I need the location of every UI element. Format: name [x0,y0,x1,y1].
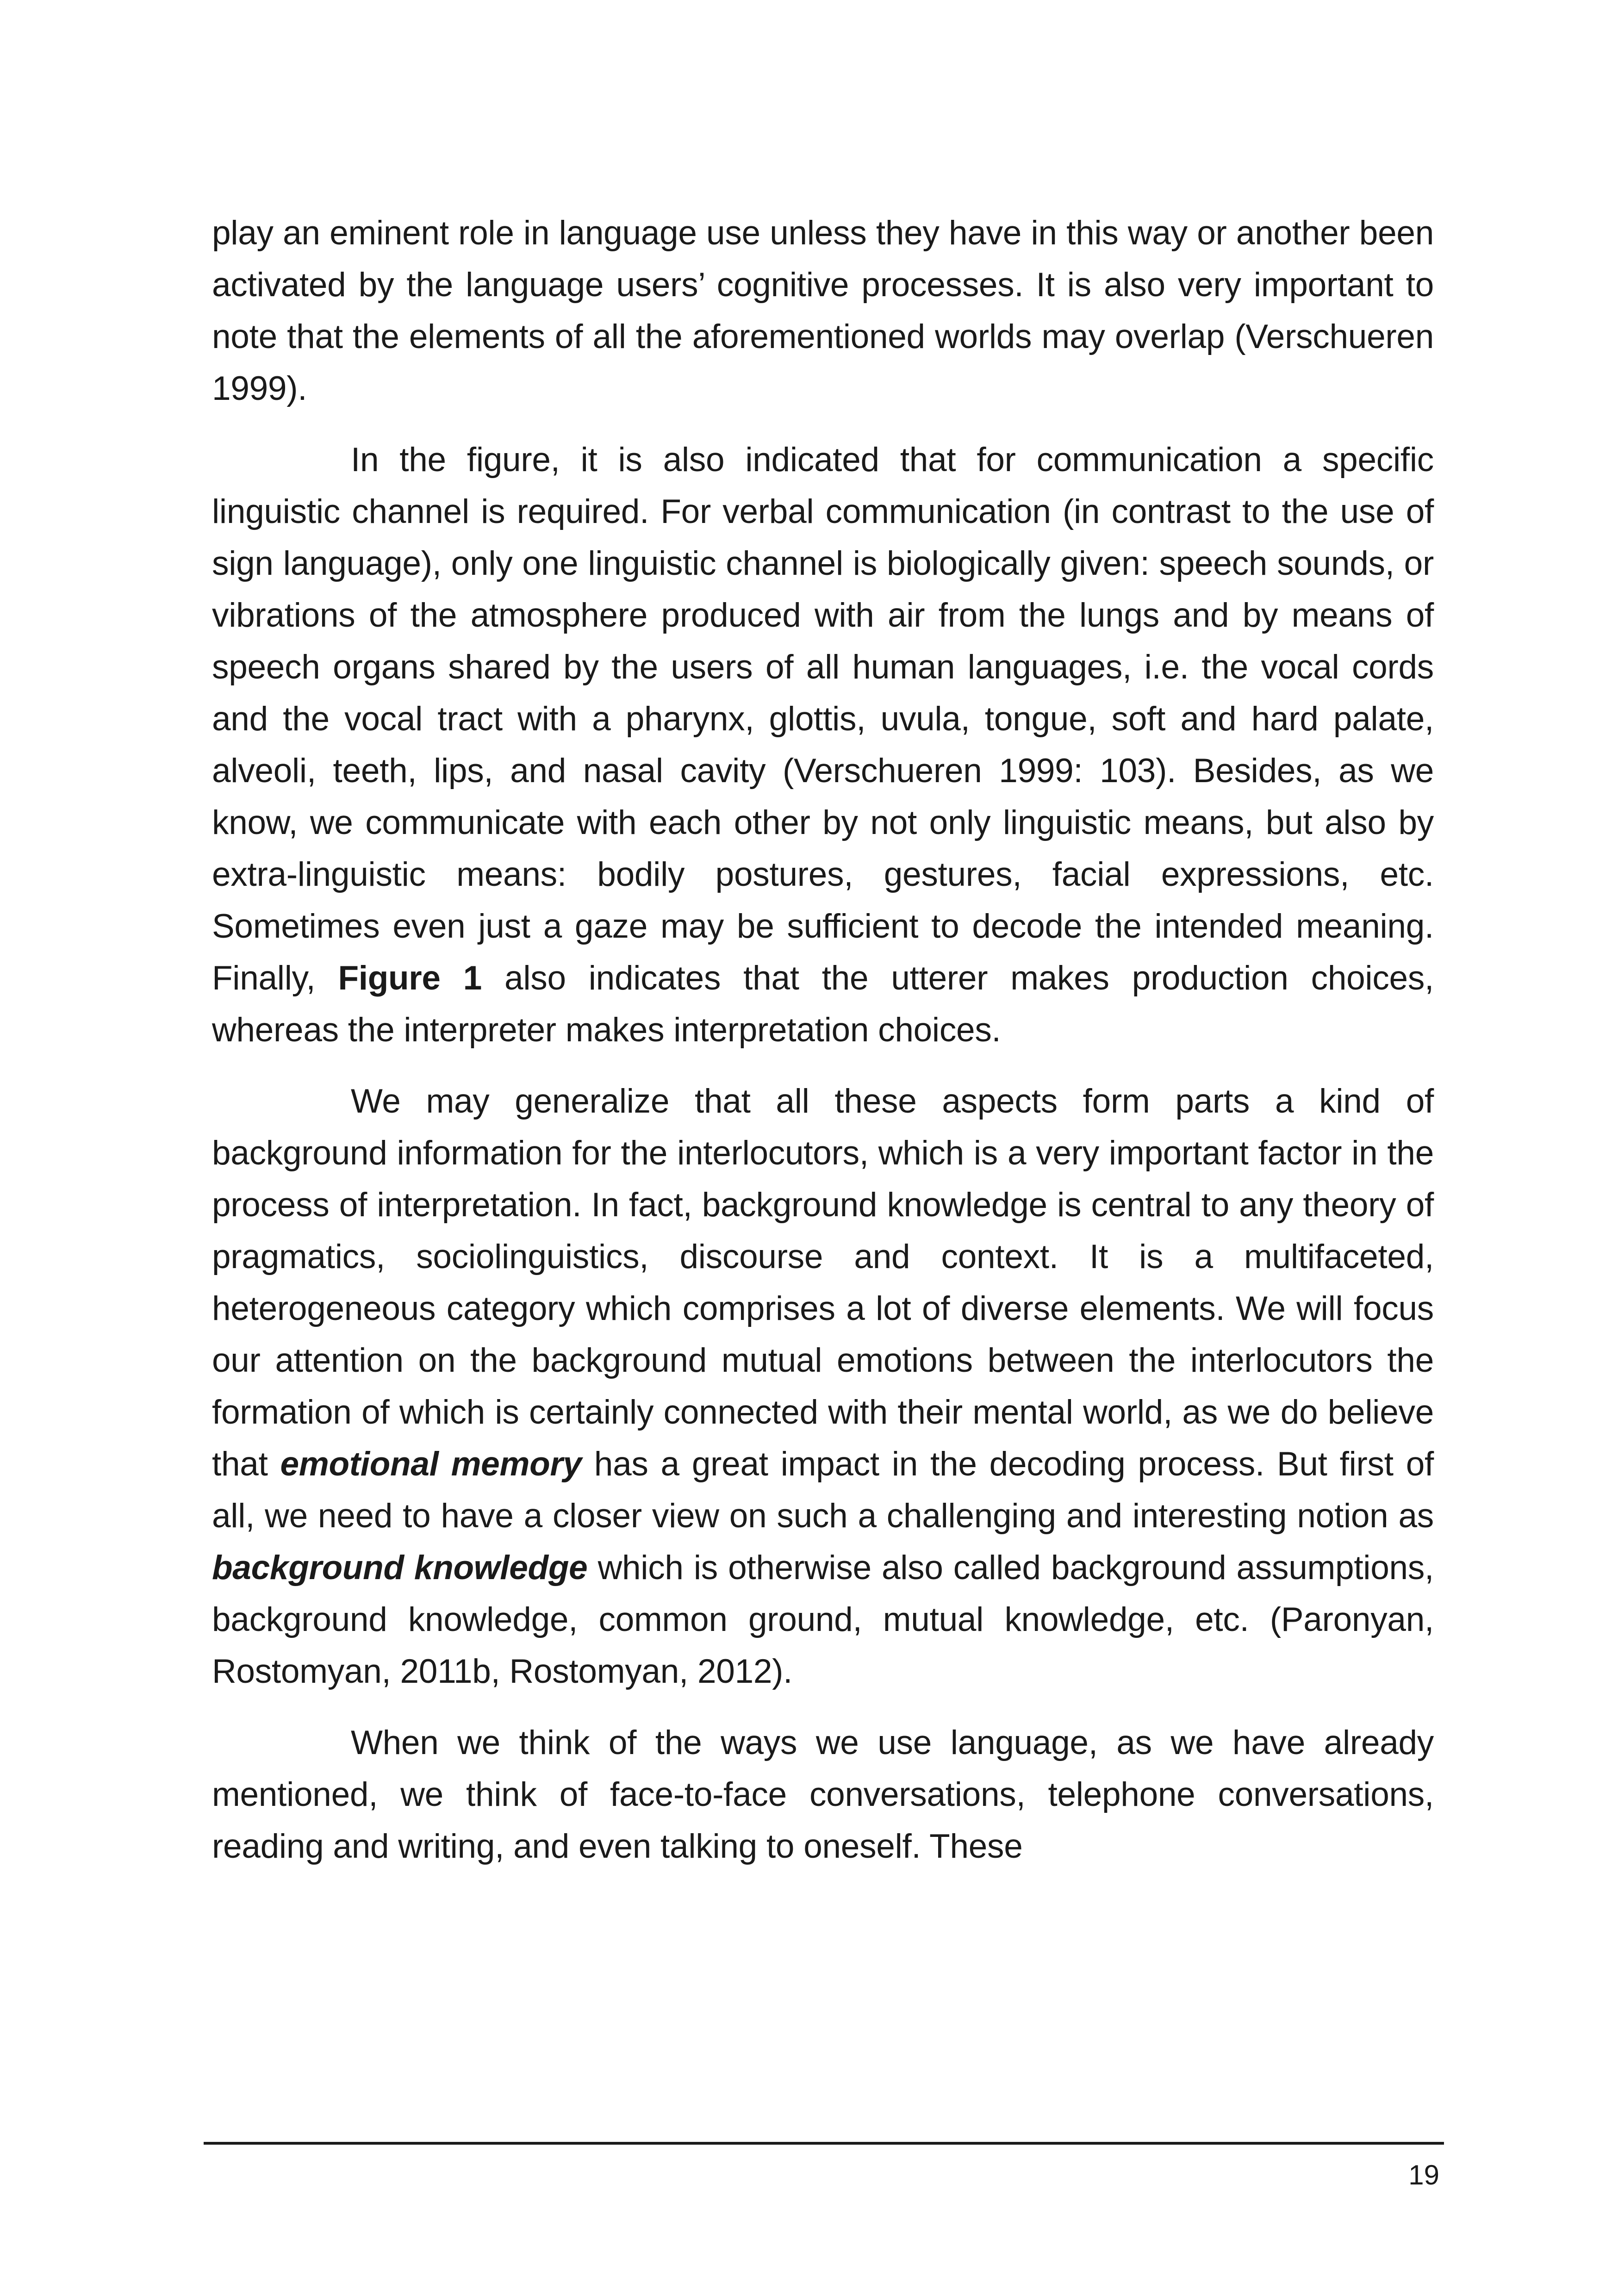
paragraph-1 [212,207,1434,415]
footer-divider [204,2142,1444,2145]
paragraph-3 [212,1076,1434,1698]
paragraph-2-text-a: In the figure, it is also indicated that for communication a specific linguistic channel is required. For verbal communication (in contrast to the use of sign language), only one linguistic channel is biologically given: speech sounds, or vibrations of the atmosphere produced with air from the lungs and by means of speech organs shared by the users of all human languages, i.e. the vocal cords and the vocal tract with a pharynx, glottis, uvula, tongue, soft and hard palate, alveoli, teeth, lips, and nasal cavity (Verschueren 1999: 103). Besides, as we know, we communicate with each other by not only linguistic means, but also by extra-linguistic means: bodily postures, gestures, facial expressions, etc. Sometimes even just a gaze may be sufficient to decode the intended meaning. Finally, [212,441,1434,997]
figure-reference: Figure 1 [338,959,482,997]
paragraph-3-text-b: has a great impact in the decoding process. But first of all, we need to have a closer view on such a challenging and interesting notion as [212,1445,1434,1535]
emphasis-emotional-memory: emotional memory [280,1445,582,1483]
page-number: 19 [1408,2159,1439,2190]
paragraph-3-text-a: We may generalize that all these aspects form parts a kind of background information for the interlocutors, which is a very important factor in the process of interpretation. In fact, background knowledge is central to any theory of pragmatics, sociolinguistics, discourse and context. It is a multifaceted, heterogeneous category which comprises a lot of diverse elements. We will focus our attention on the background mutual emotions between the interlocutors the formation of which is certainly connected with their mental world, as we do believe that [212,1083,1434,1483]
paragraph-2-text-b: also indicates that the utterer makes production choices, whereas the interpreter makes interpretation choices. [212,959,1434,1049]
paragraph-3-text-c: which is otherwise also called background assumptions, background knowledge, common ground, mutual knowledge, etc. (Paronyan, Rostomyan, 2011b, Rostomyan, 2012). [212,1549,1434,1690]
paragraph-4-text: When we think of the ways we use language, as we have already mentioned, we think of face-to-face conversations, telephone conversations, reading and writing, and even talking to oneself. These [212,1724,1434,1865]
emphasis-background-knowledge: background knowledge [212,1549,588,1587]
paragraph-2 [212,434,1434,1056]
body-text [212,207,1434,1892]
paragraph-4 [212,1717,1434,1873]
paragraph-1-text: play an eminent role in language use unless they have in this way or another been activated by the language users’ cognitive processes. It is also very important to note that the elements of all the aforementioned worlds may overlap (Verschueren 1999). [212,214,1434,407]
